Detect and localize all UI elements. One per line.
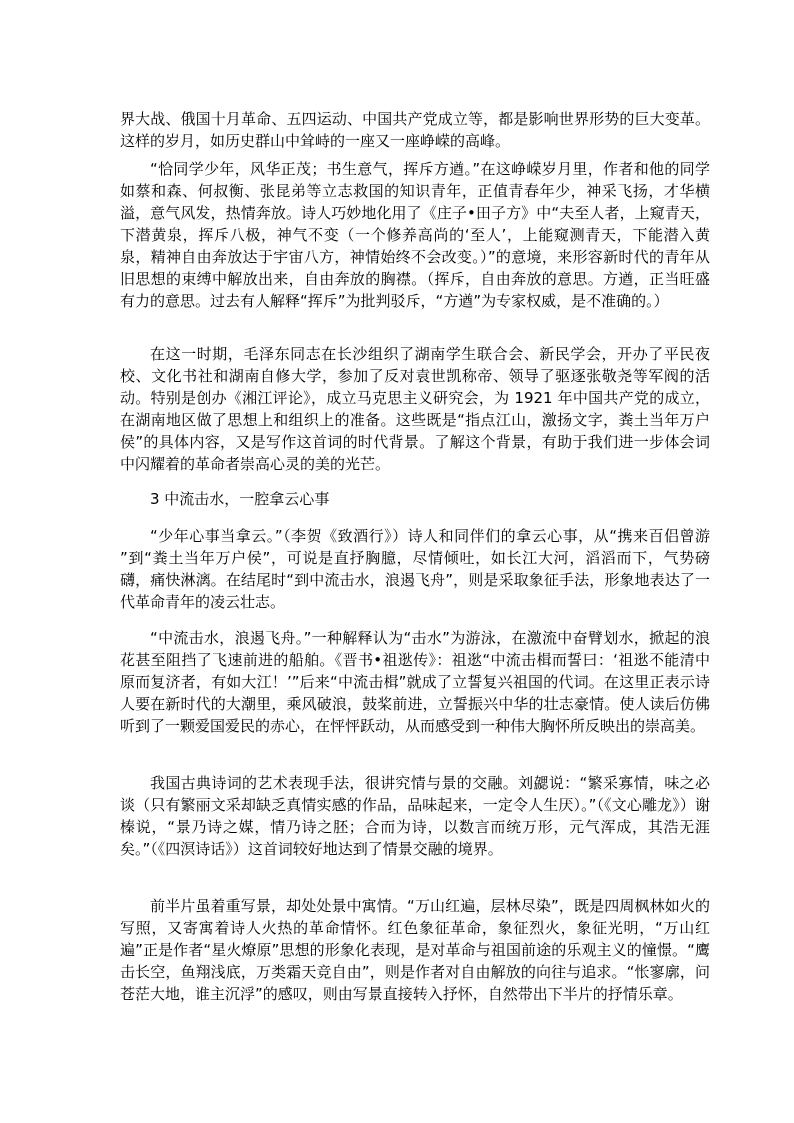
paragraph-6: 我国古典诗词的艺术表现手法，很讲究情与景的交融。刘勰说：“繁采寡情，味之必谈（只有繁丽文采却缺乏真情实感的作品，品味起来，一定令人生厌）。”（《文心雕龙》）谢榛说，“景乃诗之媒，情乃诗之胚；合而为诗，以数言而统万形，元气浑成，其浩无涯矣。”（《四溟诗话》）这首词较好地达到了情景交融的境界。: [120, 774, 710, 858]
paragraph-5: “中流击水，浪遏飞舟。”一种解释认为“击水”为游泳，在激流中奋臂划水，掀起的浪花甚至阻挡了飞速前进的船舶。《晋书•祖逖传》：祖逖“中流击楫而誓曰：‘祖逖不能清中原而复济者，有如大江！’”后来“中流击楫”就成了立誓复兴祖国的代词。在这里正表示诗人要在新时代的大潮里，乘风破浪，鼓桨前进，立誓振兴中华的壮志豪情。使人读后仿佛听到了一颗爱国爱民的赤心，在怦怦跃动，从而感受到一种伟大胸怀所反映出的崇高美。: [120, 629, 710, 735]
paragraph-2: “恰同学少年，风华正茂；书生意气，挥斥方遒。”在这峥嵘岁月里，作者和他的同学如蔡和森、何叔衡、张昆弟等立志救国的知识青年，正值青春年少，神采飞扬，才华横溢，意气风发，热情奔放。诗人巧妙地化用了《庄子•田子方》中“夫至人者，上窥青天，下潜黄泉，挥斥八极，神气不变（一个修养高尚的‘至人’，上能窥测青天，下能潜入黄泉，精神自由奔放达于宇宙八方，神情始终不会改变。）”的意境，来形容新时代的青年从旧思想的束缚中解放出来，自由奔放的胸襟。（挥斥，自由奔放的意思。方遒，正当旺盛有力的意思。过去有人解释“挥斥”为批判驳斥，“方遒”为专家权威，是不准确的。）: [120, 160, 710, 310]
section-heading: 3 中流击水，一腔拿云心事: [150, 490, 330, 508]
paragraph-7: 前半片虽着重写景，却处处景中寓情。“万山红遍，层林尽染”，既是四周枫林如火的写照，又寄寓着诗人火热的革命情怀。红色象征革命，象征烈火，象征光明，“万山红遍”正是作者“星火燎原”思想的形象化表现，是对革命与祖国前途的乐观主义的憧憬。“鹰击长空，鱼翔浅底，万类霜天竞自由”，则是作者对自由解放的向往与追求。“怅寥廓，问苍茫大地，谁主沉浮”的感叹，则由写景直接转入抒怀，自然带出下半片的抒情乐章。: [120, 897, 710, 1003]
paragraph-3: 在这一时期，毛泽东同志在长沙组织了湖南学生联合会、新民学会，开办了平民夜校、文化书社和湖南自修大学，参加了反对袁世凯称帝、领导了驱逐张敬尧等军阀的活动。特别是创办《湘江评论》，成立马克思主义研究会，为 1921 年中国共产党的成立，在湖南地区做了思想上和组织上的准备。这些既是“指点江山，激扬文字，粪土当年万户侯”的具体内容，又是写作这首词的时代背景。了解这个背景，有助于我们进一步体会词中闪耀着的革命者崇高心灵的美的光芒。: [120, 345, 710, 473]
paragraph-4: “少年心事当拿云。”（李贺《致酒行》）诗人和同伴们的拿云心事，从“携来百侣曾游 ”到“粪土当年万户侯”，可说是直抒胸臆，尽情倾吐，如长江大河，滔滔而下，气势磅礴，痛快淋漓。在结尾时“到中流击水，浪遏飞舟”，则是采取象征手法，形象地表达了一代革命青年的凌云壮志。: [120, 527, 710, 611]
paragraph-1: 界大战、俄国十月革命、五四运动、中国共产党成立等，都是影响世界形势的巨大变革。这样的岁月，如历史群山中耸峙的一座又一座峥嵘的高峰。: [120, 110, 710, 150]
